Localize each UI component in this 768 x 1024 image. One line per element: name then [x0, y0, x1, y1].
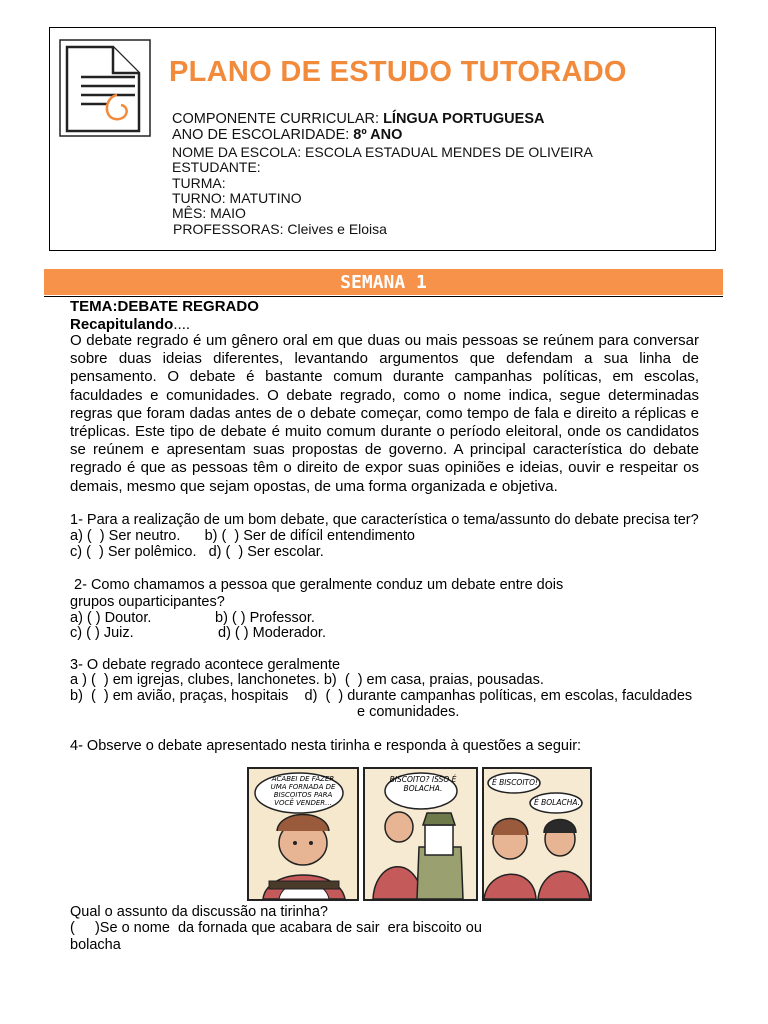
question-1: 1- Para a realização de um bom debate, que característica o tema/assunto do debate precisa ter? — [70, 512, 699, 528]
question-4-subquestion: Qual o assunto da discussão na tirinha? — [70, 904, 328, 920]
question-2: 2- Como chamamos a pessoa que geralmente conduz um debate entre dois — [70, 577, 564, 593]
question-4-answer: ( )Se o nome da fornada que acabara de sair era biscoito ou — [70, 920, 482, 936]
question-3: 3- O debate regrado acontece geralmente — [70, 657, 341, 673]
comic-panel-3-art — [484, 769, 590, 899]
question-1-options-cd: c) ( ) Ser polêmico. d) ( ) Ser escolar. — [70, 544, 324, 560]
mes-field: MÊS: MAIO — [172, 205, 246, 221]
intro-paragraph: O debate regrado é um gênero oral em que duas ou mais pessoas se reúnem para conversar sobre duas ideias diferentes, levantando argumentos que defendam a sua linha de pensamento. O debate é bastante comum durante campanhas políticas, em escolas, faculdades e comunidades. O debate regrado, como o nome indica, segue determinadas regras que foram dadas antes de o debate começar, como tempo de fala e direito a réplicas e tréplicas. Este tipo de debate é muito comum durante o período eleitoral, onde os candidatos se reúnem e apresentam suas propostas de governo. A principal característica do debate regrado é que as pessoas têm o direito de expor suas opiniões e ideias, ouvir e respeitar os demais, mesmo que sejam opostas, de uma forma organizada e objetiva. — [70, 332, 699, 495]
question-4-answer-cont: bolacha — [70, 937, 121, 953]
week-banner: SEMANA 1 — [44, 269, 723, 295]
document-icon — [59, 39, 151, 137]
componente-curricular: COMPONENTE CURRICULAR: LÍNGUA PORTUGUESA — [172, 111, 545, 127]
page-title: PLANO DE ESTUDO TUTORADO — [169, 56, 627, 88]
turma-field: TURMA: — [172, 175, 226, 191]
tema-heading: TEMA:DEBATE REGRADO — [70, 298, 259, 315]
comic-panel-2 — [363, 767, 478, 901]
question-2-option-c: c) ( ) Juiz. — [70, 625, 134, 641]
comic-bubble-3b: É BOLACHA. — [533, 798, 580, 807]
divider — [44, 296, 723, 297]
question-3-options-ab: a ) ( ) em igrejas, clubes, lanchonetes. b) ( ) em casa, praias, pousadas. — [70, 672, 544, 688]
question-4: 4- Observe o debate apresentado nesta tirinha e responda à questões a seguir: — [70, 738, 582, 754]
ano-escolaridade: ANO DE ESCOLARIDADE: 8º ANO — [172, 127, 403, 143]
turno-field: TURNO: MATUTINO — [172, 190, 302, 206]
comic-strip — [247, 767, 592, 901]
comic-bubble-1: ACABEI DE FAZER UMA FORNADA DE BISCOITOS PARA VOCÊ VENDER... — [270, 775, 336, 807]
nome-escola: NOME DA ESCOLA: ESCOLA ESTADUAL MENDES DE OLIVEIRA — [172, 144, 593, 160]
comic-bubble-2: BISCOITO? ISSO É BOLACHA. — [389, 775, 457, 793]
recap-heading: Recapitulando.... — [70, 316, 191, 333]
question-2-option-a: a) ( ) Doutor. — [70, 610, 152, 626]
estudante-field: ESTUDANTE: — [172, 159, 261, 175]
question-3-options-bd: b) ( ) em avião, praças, hospitais d) ( ) durante campanhas políticas, em escolas, faculdades — [70, 688, 693, 704]
comic-panel-1 — [247, 767, 359, 901]
question-2-option-b: b) ( ) Professor. — [215, 610, 315, 626]
professoras-field: PROFESSORAS: Cleives e Eloisa — [173, 221, 387, 237]
question-3-options-cont: e comunidades. — [357, 704, 460, 720]
question-2-cont: grupos ouparticipantes? — [70, 594, 225, 610]
comic-panel-3 — [482, 767, 592, 901]
comic-bubble-3a: É BISCOITO! — [491, 778, 539, 787]
question-2-option-d: d) ( ) Moderador. — [218, 625, 326, 641]
question-1-options-ab: a) ( ) Ser neutro. b) ( ) Ser de difícil entendimento — [70, 528, 415, 544]
